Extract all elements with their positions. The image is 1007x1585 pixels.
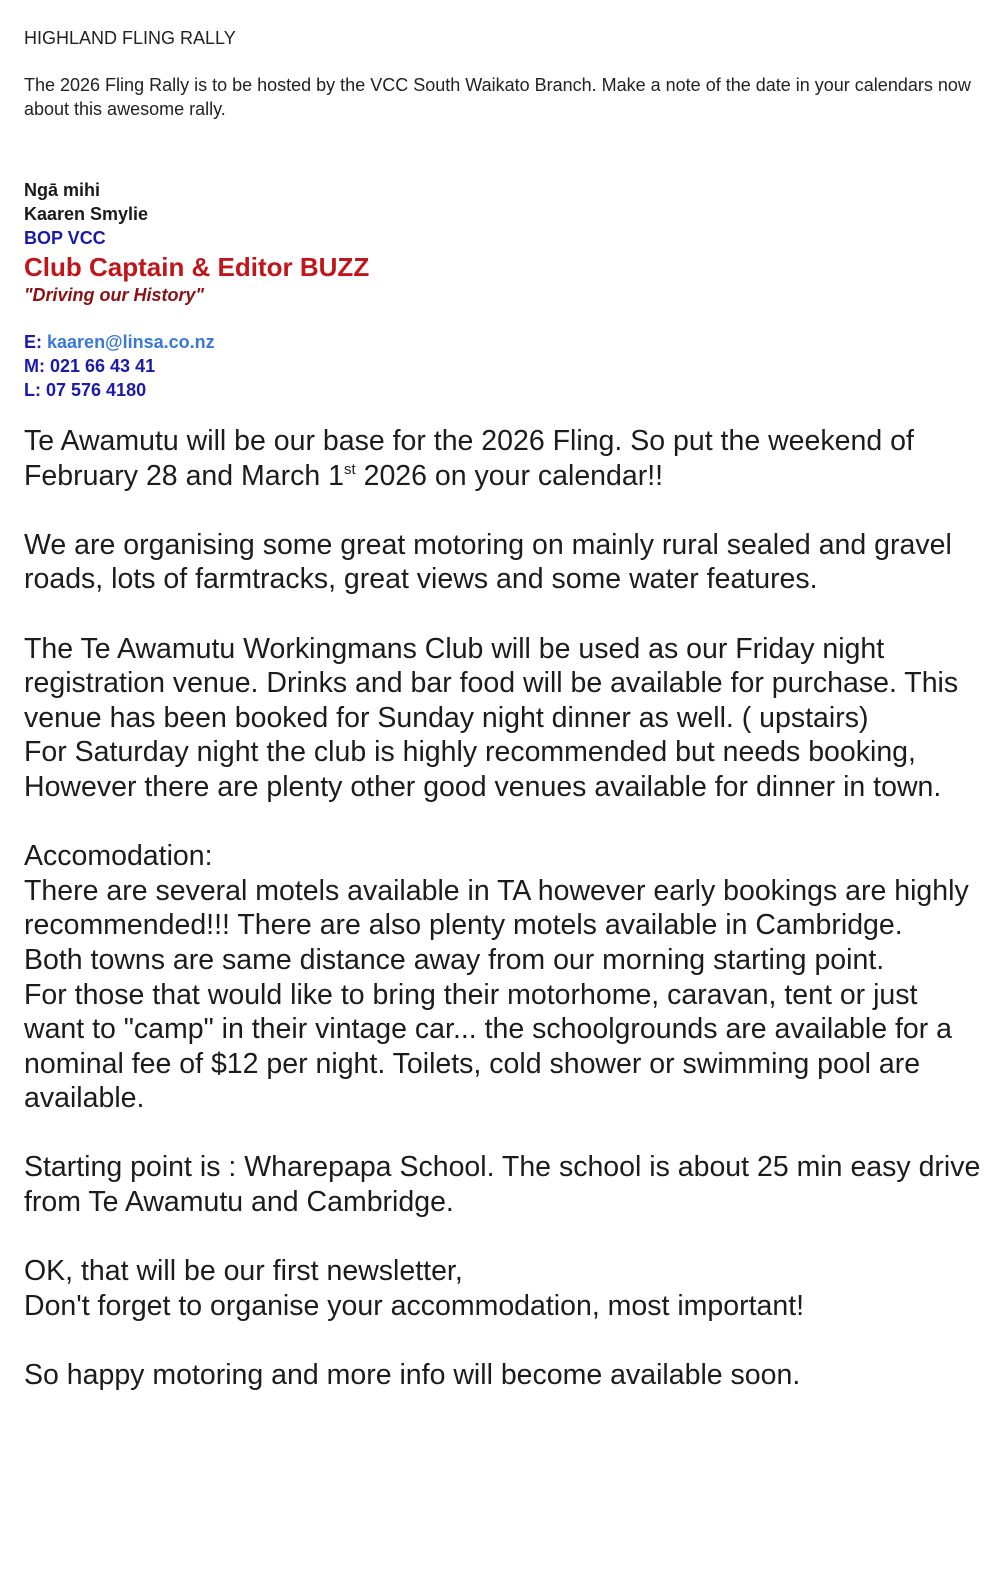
closing-line-3: So happy motoring and more info will become available soon. bbox=[24, 1359, 801, 1392]
closing-line-1: OK, that will be our first newsletter, bbox=[24, 1255, 463, 1288]
rally-title: HIGHLAND FLING RALLY bbox=[24, 28, 236, 48]
accommodation-motels: There are several motels available in TA however early bookings are highly recommended!!! There are also plenty motels available in Cambridge. bbox=[24, 874, 969, 942]
paragraph-starting-point: Starting point is : Wharepapa School. The school is about 25 min easy drive from Te Awamutu and Cambridge. bbox=[24, 1151, 981, 1219]
accommodation-heading: Accomodation: bbox=[24, 840, 213, 873]
email-signature bbox=[24, 178, 369, 402]
email-link[interactable]: kaaren@linsa.co.nz bbox=[47, 332, 215, 352]
newsletter-body bbox=[24, 424, 984, 1393]
email-label: E: bbox=[24, 332, 48, 352]
accommodation-available: available. bbox=[24, 1082, 145, 1115]
accommodation-camping: For those that would like to bring their motorhome, caravan, tent or just want to "camp" in their vintage car... the schoolgrounds are available for a nominal fee of $12 per night. Toilets, cold shower or swimming pool are bbox=[24, 978, 953, 1080]
spacer bbox=[24, 597, 984, 632]
paragraph-saturday: For Saturday night the club is highly recommended but needs booking, However there are plenty other good venues available for dinner in town. bbox=[24, 736, 942, 803]
intro-paragraph: The 2026 Fling Rally is to be hosted by the VCC South Waikato Branch. Make a note of the date in your calendars now about this awesome rally. bbox=[24, 75, 971, 119]
paragraph-base-text-end: 2026 on your calendar!! bbox=[355, 459, 664, 492]
signature-tagline: "Driving our History" bbox=[24, 285, 205, 305]
signature-landline[interactable]: L: 07 576 4180 bbox=[24, 380, 147, 400]
paragraph-venue: The Te Awamutu Workingmans Club will be used as our Friday night registration venue. Drinks and bar food will be available for purchase. This venue has been booked for Sunday night dinner as well. ( upstairs) bbox=[24, 632, 959, 734]
signature-spacer bbox=[24, 308, 369, 330]
accommodation-distance: Both towns are same distance away from our morning starting point. bbox=[24, 943, 885, 976]
spacer bbox=[24, 805, 984, 840]
signature-email bbox=[24, 330, 369, 354]
spacer bbox=[24, 1116, 984, 1151]
paragraph-base bbox=[24, 424, 984, 493]
signature-name: Kaaren Smylie bbox=[24, 204, 149, 224]
paragraph-base-text: Te Awamutu will be our base for the 2026 Fling. So put the weekend of February 28 and March 1 bbox=[24, 425, 914, 492]
paragraph-motoring: We are organising some great motoring on mainly rural sealed and gravel roads, lots of farmtracks, great views and some water features. bbox=[24, 528, 952, 596]
signature-role: Club Captain & Editor BUZZ bbox=[24, 252, 370, 282]
signature-greeting: Ngā mihi bbox=[24, 180, 101, 200]
ordinal-suffix: st bbox=[344, 460, 356, 478]
signature-org: BOP VCC bbox=[24, 228, 106, 248]
signature-mobile[interactable]: M: 021 66 43 41 bbox=[24, 356, 156, 376]
closing-line-2: Don't forget to organise your accommodation, most important! bbox=[24, 1289, 805, 1322]
spacer bbox=[24, 1323, 984, 1358]
spacer bbox=[24, 1220, 984, 1255]
spacer bbox=[24, 493, 984, 528]
